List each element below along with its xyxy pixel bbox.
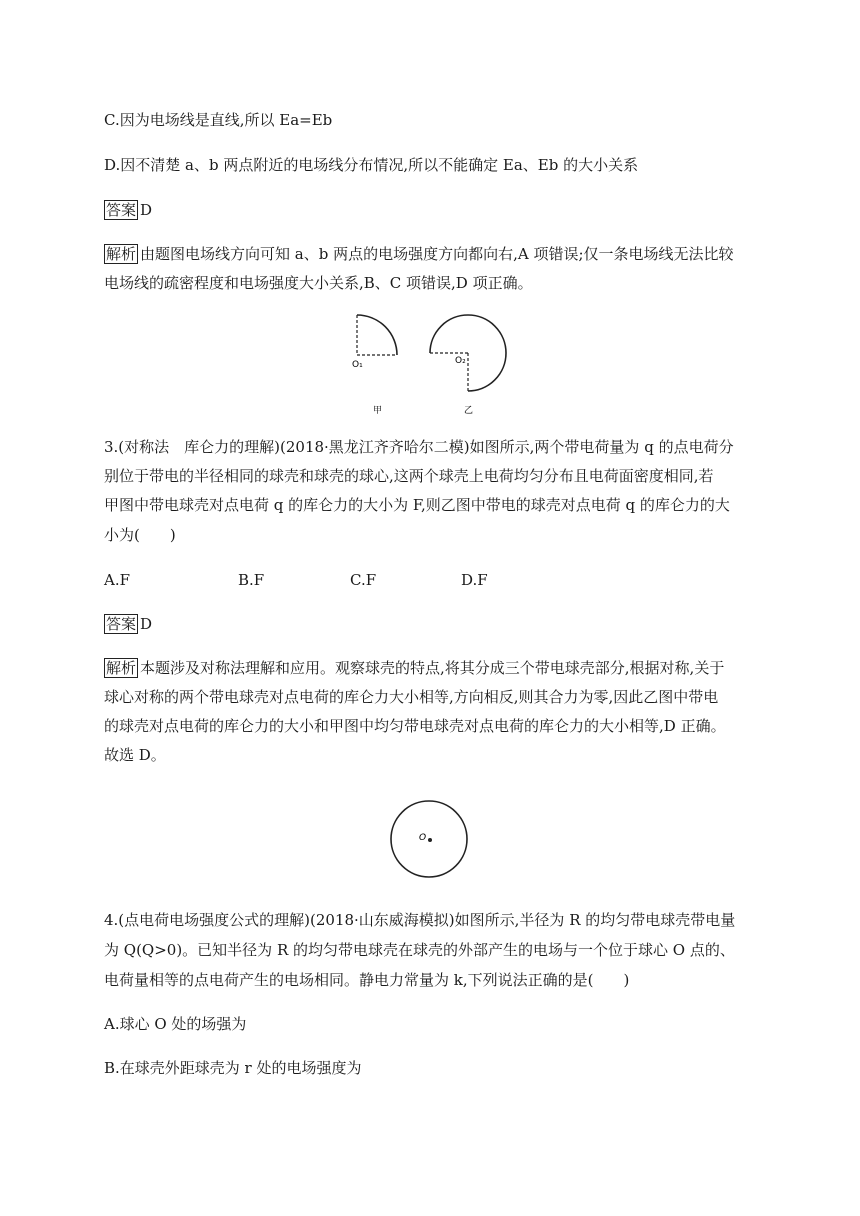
caption-yi: 乙 [464, 406, 474, 416]
q2-analysis-line-2: 电场线的疏密程度和电场强度大小关系,B、C 项错误,D 项正确。 [104, 274, 533, 292]
q4-option-a: A.球心 O 处的场强为 [104, 1015, 247, 1033]
q3-options [104, 570, 488, 590]
q4-stem-line-2: 为 Q(Q>0)。已知半径为 R 的均匀带电球壳在球壳的外部产生的电场与一个位于球心 O 点的、 [104, 941, 735, 959]
answer-value: D [140, 615, 153, 633]
q4-option-b: B.在球壳外距球壳为 r 处的电场强度为 [104, 1059, 362, 1077]
q2-answer [104, 200, 152, 220]
answer-value: D [140, 201, 153, 219]
q3-stem-line-1: 3.(对称法 库仑力的理解)(2018·黑龙江齐齐哈尔二模)如图所示,两个带电荷量为 q 的点电荷分 [104, 438, 734, 456]
q3-option-d: D.F [461, 571, 488, 589]
q3-option-c: C.F [350, 571, 377, 589]
q3-analysis-line-2: 球心对称的两个带电球壳对点电荷的库仑力大小相等,方向相反,则其合力为零,因此乙图中带电 [104, 688, 719, 706]
shell-jia-arc [357, 315, 397, 355]
q2-option-d: D.因不清楚 a、b 两点附近的电场线分布情况,所以不能确定 Ea、Eb 的大小关系 [104, 156, 639, 174]
figure-sphere-shell [385, 795, 475, 885]
analysis-tag: 解析 [106, 245, 137, 263]
figure-shells-jia-yi [340, 305, 520, 420]
q3-option-b: B.F [238, 571, 265, 589]
q3-analysis-line-1: 解析 本题涉及对称法理解和应用。观察球壳的特点,将其分成三个带电球壳部分,根据对称,关于 [106, 659, 725, 677]
label-o1: O₁ [352, 360, 363, 370]
center-point [428, 838, 432, 842]
q3-stem-line-2: 别位于带电的半径相同的球壳和球壳的球心,这两个球壳上电荷均匀分布且电荷面密度相同,若 [104, 467, 714, 485]
q3-analysis-line-3: 的球壳对点电荷的库仑力的大小和甲图中均匀带电球壳对点电荷的库仑力的大小相等,D 正确。 [104, 717, 726, 735]
q2-option-c: C.因为电场线是直线,所以 Ea=Eb [104, 111, 333, 129]
label-o: O [419, 833, 427, 843]
caption-jia: 甲 [373, 406, 383, 416]
q2-analysis-line-1: 解析 由题图电场线方向可知 a、b 两点的电场强度方向都向右,A 项错误;仅一条电场线无法比较 [106, 245, 734, 263]
q3-analysis-line-4: 故选 D。 [104, 746, 166, 764]
q3-option-a: A.F [104, 571, 131, 589]
q3-stem-line-4: 小为( ) [104, 526, 176, 544]
q3-answer [104, 614, 152, 634]
label-o2: O₂ [455, 356, 466, 366]
answer-tag: 答案 [106, 615, 137, 633]
q4-stem-line-1: 4.(点电荷电场强度公式的理解)(2018·山东威海模拟)如图所示,半径为 R 的均匀带电球壳带电量 [104, 911, 736, 929]
analysis-tag: 解析 [106, 659, 137, 677]
q3-stem-line-3: 甲图中带电球壳对点电荷 q 的库仑力的大小为 F,则乙图中带电的球壳对点电荷 q 的库仑力的大 [104, 496, 730, 514]
q4-stem-line-3: 电荷量相等的点电荷产生的电场相同。静电力常量为 k,下列说法正确的是( ) [104, 971, 630, 989]
answer-tag: 答案 [106, 201, 137, 219]
